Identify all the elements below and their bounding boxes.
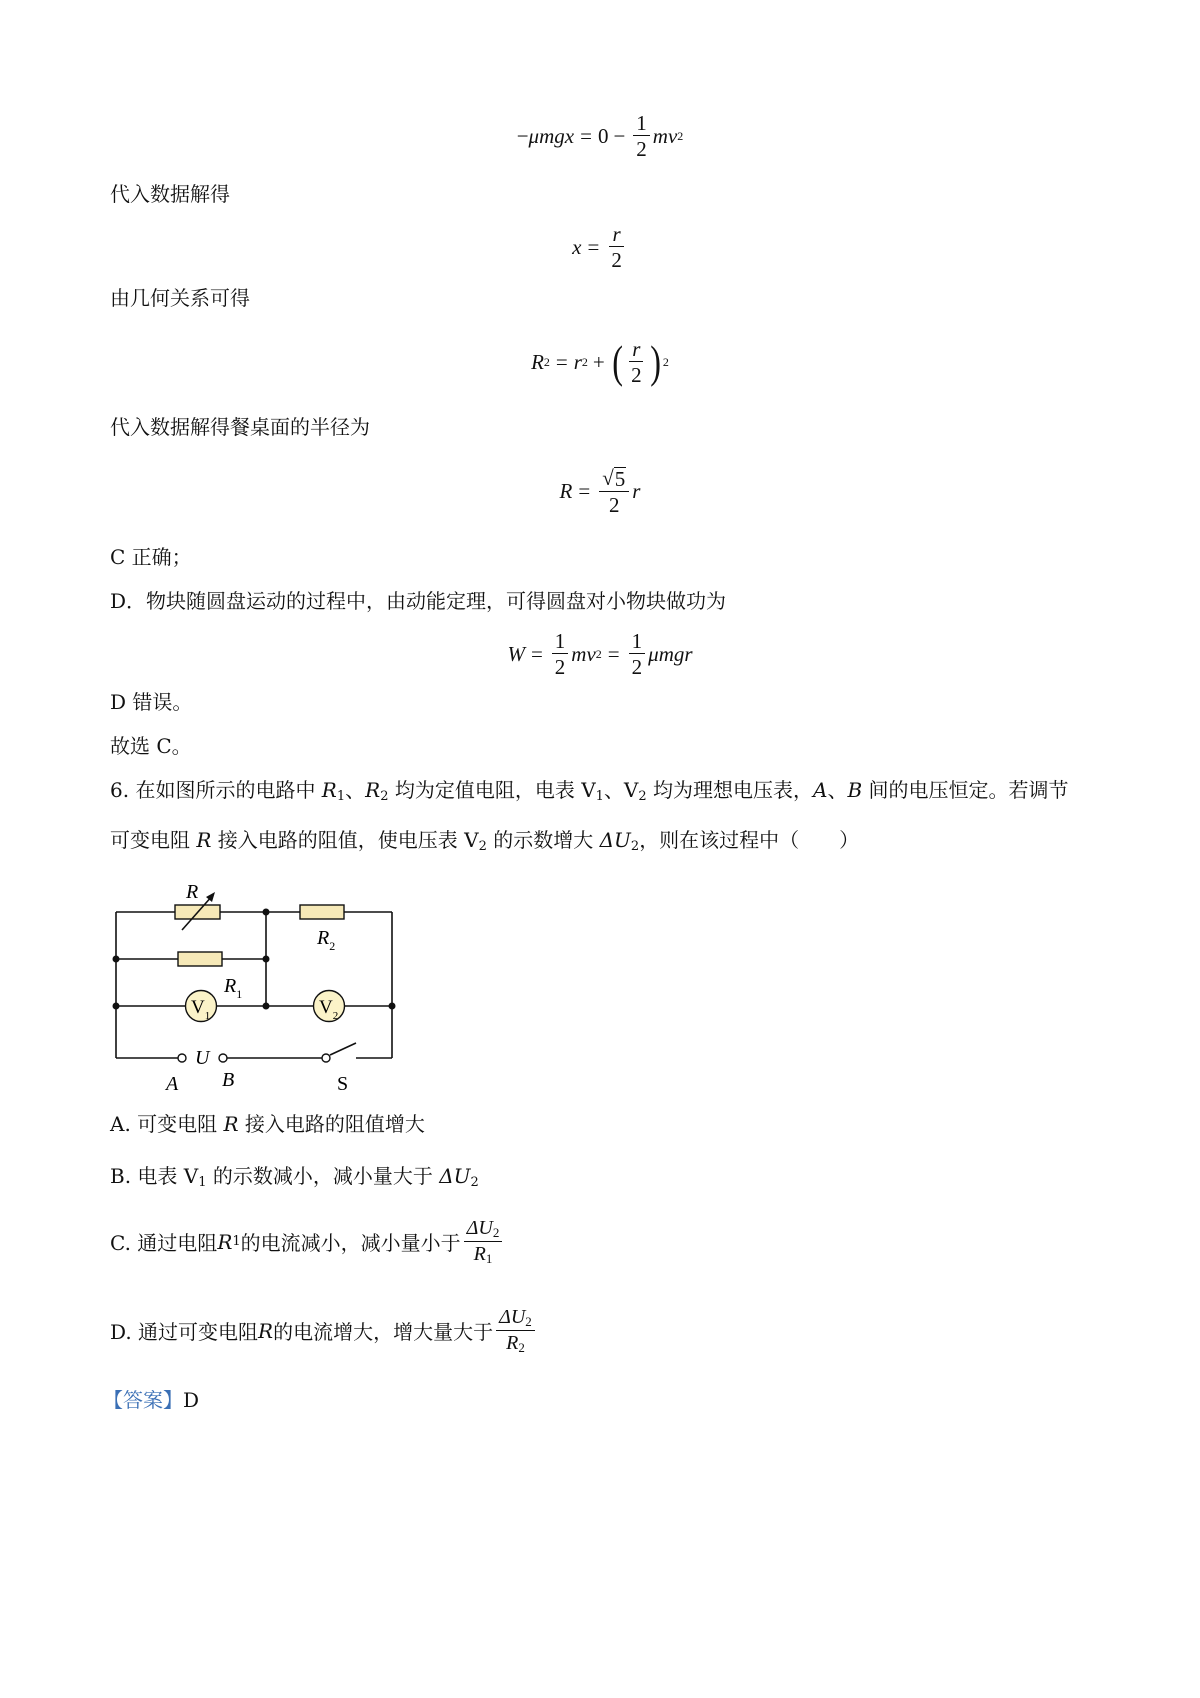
equation-friction-work: − μ mgx = 0 − $\frac{1}{2}$ mv 2	[516, 111, 684, 162]
junction-dot	[263, 956, 270, 963]
label-a: A	[166, 1073, 179, 1095]
label-r2: $R_2$	[317, 927, 336, 953]
equation-work: W = $\frac{1}{2}$ mv 2 = $\frac{1}{2}$ μ mgr	[507, 629, 693, 680]
text-line: 由几何关系可得	[110, 286, 250, 310]
text-line: C 正确；	[110, 545, 192, 569]
option-c: C. 通过电阻 R 1 的电流减小，减小量小于 $\frac{\Delta U_2}{R_1}$	[110, 1218, 505, 1265]
text-line: D 错误。	[110, 690, 193, 714]
option-a: A. 可变电阻 R 接入电路的阻值增大	[110, 1112, 425, 1136]
junction-dot	[263, 909, 270, 916]
question-6-line-2: 可变电阻 R 接入电路的阻值，使电压表 $V_2$ 的示数增大 $\Delta U_2$，则在该过程中（ ）	[110, 828, 860, 854]
option-d: D. 通过可变电阻 R 的电流增大，增大量大于 $\frac{\Delta U_2}{R_2}$	[110, 1307, 538, 1354]
text-line: 代入数据解得	[110, 182, 230, 206]
terminal-a	[178, 1054, 186, 1062]
option-b: B. 电表 $V_1$ 的示数减小，减小量大于 $\Delta U_2$	[110, 1164, 479, 1190]
label-v2: $V_2$	[319, 997, 339, 1022]
junction-dot	[113, 1003, 120, 1010]
junction-dot	[263, 1003, 270, 1010]
label-b: B	[222, 1069, 235, 1091]
resistor-r2	[300, 905, 344, 919]
answer-value: D	[183, 1388, 200, 1412]
equation-geometry: R 2 = r 2 + ( $\frac{r}{2}$ ) 2	[531, 336, 669, 388]
junction-dot	[389, 1003, 396, 1010]
question-6-line-1: 6. 在如图所示的电路中 $R_1$、$R_2$ 均为定值电阻，电表 $V_1$、$V_2$ 均为理想电压表，A、B 间的电压恒定。若调节	[110, 778, 1069, 804]
text-line: D．物块随圆盘运动的过程中，由动能定理，可得圆盘对小物块做功为	[110, 589, 727, 613]
answer-tag: 【答案】	[103, 1388, 183, 1412]
resistor-r1	[178, 952, 222, 966]
label-v1: $V_1$	[191, 997, 211, 1022]
label-s: S	[337, 1073, 349, 1095]
label-u: U	[195, 1047, 210, 1069]
equation-x: x = $\frac{r}{2}$	[572, 222, 622, 273]
label-r: R	[186, 881, 199, 903]
junction-dot	[113, 956, 120, 963]
answer-line	[103, 1386, 199, 1414]
switch-contact	[322, 1054, 330, 1062]
text-line: 代入数据解得餐桌面的半径为	[110, 415, 370, 439]
equation-radius: R = √ 5 2 r	[559, 466, 641, 518]
text-line: 故选 C。	[110, 734, 192, 758]
circuit-diagram	[100, 868, 410, 1098]
label-r1: $R_1$	[224, 975, 243, 1001]
switch-lever	[330, 1043, 356, 1055]
terminal-b	[219, 1054, 227, 1062]
